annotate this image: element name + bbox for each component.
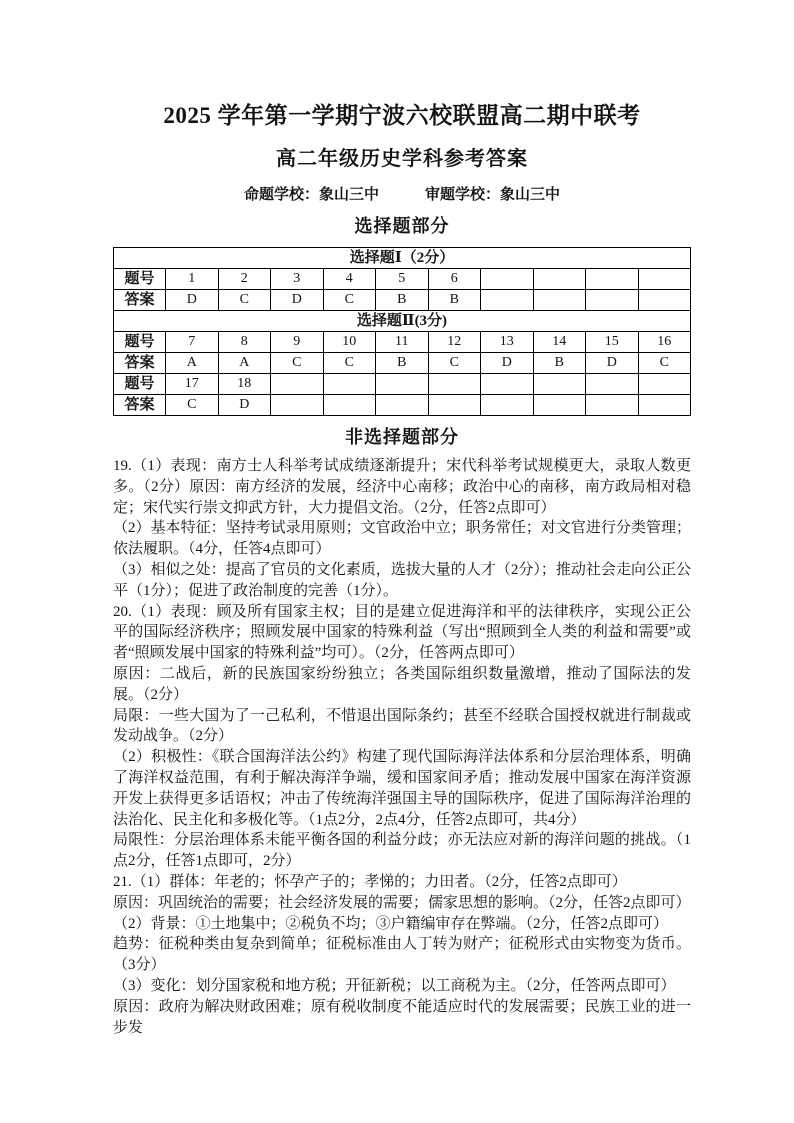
answer-cell [376, 395, 429, 416]
answer-paragraph: （2）积极性：《联合国海洋法公约》构建了现代国际海洋法体系和分层治理体系，明确了海洋权益范围，有利于解决海洋争端，缓和国家间矛盾；推动发展中国家在海洋资源开发上获得更多话语权；冲击了传统海洋强国主导的国际秩序，促进了国际海洋治理的法治化、民主化和多极化等。（1点2分，2点4分，任答2点即可，共4分） [113, 749, 691, 828]
answer-cell: D [481, 353, 534, 374]
answer-paragraph: 趋势：征税种类由复杂到简单；征税标准由人丁转为财产；征税形式由实物变为货币。（3分） [113, 936, 691, 974]
answer-paragraph: 局限：一些大国为了一己私利，不惜退出国际条约；甚至不经联合国授权就进行制裁或发动战争。（2分） [113, 707, 691, 745]
answer-cell: 17 [166, 374, 219, 395]
answer-cell [271, 395, 324, 416]
answer-cell: 16 [638, 332, 691, 353]
answer-cell: B [533, 353, 586, 374]
answer-table-row [114, 374, 691, 395]
page-subtitle: 高二年级历史学科参考答案 [276, 148, 528, 170]
answer-cell [533, 269, 586, 290]
row-label: 题号 [114, 269, 166, 290]
answer-cell: 13 [481, 332, 534, 353]
answer-table-row [114, 353, 691, 374]
answer-cell: D [218, 395, 271, 416]
answer-cell: C [638, 353, 691, 374]
answer-cell: C [428, 353, 481, 374]
answer-cell [638, 374, 691, 395]
answer-table-row [114, 311, 691, 332]
answer-cell: 2 [218, 269, 271, 290]
answer-cell: 3 [271, 269, 324, 290]
answer-cell: A [166, 353, 219, 374]
answer-cell: C [271, 353, 324, 374]
answer-cell [481, 395, 534, 416]
answer-cell: C [323, 353, 376, 374]
answer-cell [481, 269, 534, 290]
answer-cell [323, 374, 376, 395]
answer-cell: 9 [271, 332, 324, 353]
answer-cell [428, 374, 481, 395]
answer-cell: 8 [218, 332, 271, 353]
answer-cell [586, 374, 639, 395]
answer-cell [533, 290, 586, 311]
reviewer-school-label: 审题学校：象山三中 [425, 187, 561, 203]
answer-cell: 15 [586, 332, 639, 353]
row-label: 题号 [114, 374, 166, 395]
answer-cell [323, 395, 376, 416]
answer-table-row [114, 290, 691, 311]
free-response-answers [113, 456, 691, 1038]
row-label: 答案 [114, 290, 166, 311]
answer-cell: D [166, 290, 219, 311]
answer-cell [533, 374, 586, 395]
answer-cell [638, 395, 691, 416]
answer-paragraph: 原因：政府为解决财政困难；原有税收制度不能适应时代的发展需要；民族工业的进一步发 [113, 998, 691, 1036]
answer-table-body [114, 248, 691, 416]
answer-paragraph: 19.（1）表现：南方士人科举考试成绩逐渐提升；宋代科举考试规模更大，录取人数更多。（2分）原因：南方经济的发展，经济中心南移；政治中心的南移，南方政局相对稳定；宋代实行崇文抑武方针，大力提倡文治。（2分，任答2点即可） [113, 458, 691, 516]
table-section-caption: 选择题Ⅱ(3分) [114, 311, 691, 332]
answer-cell: 6 [428, 269, 481, 290]
answer-cell: 14 [533, 332, 586, 353]
answer-cell: B [376, 290, 429, 311]
answer-cell: A [218, 353, 271, 374]
answer-cell [533, 395, 586, 416]
answer-cell: 7 [166, 332, 219, 353]
answer-key-table [113, 247, 691, 416]
answer-cell [586, 269, 639, 290]
answer-paragraph: （3）变化：划分国家税和地方税；开征新税；以工商税为主。（2分，任答两点即可） [113, 977, 676, 994]
answer-cell [271, 374, 324, 395]
answer-cell [376, 374, 429, 395]
answer-cell: B [428, 290, 481, 311]
answer-table-row [114, 269, 691, 290]
answer-cell [481, 290, 534, 311]
non-choice-section-heading: 非选择题部分 [345, 427, 459, 447]
answer-cell: 11 [376, 332, 429, 353]
proposer-school-label: 命题学校：象山三中 [243, 187, 379, 203]
answer-cell: C [218, 290, 271, 311]
page-title: 2025 学年第一学期宁波六校联盟高二期中联考 [163, 103, 641, 128]
row-label: 答案 [114, 353, 166, 374]
answer-cell: 10 [323, 332, 376, 353]
row-label: 题号 [114, 332, 166, 353]
answer-paragraph: 21.（1）群体：年老的；怀孕产子的；孝悌的；力田者。（2分，任答2点即可） [113, 873, 627, 890]
answer-cell: 12 [428, 332, 481, 353]
answer-paragraph: 20.（1）表现：顾及所有国家主权；目的是建立促进海洋和平的法律秩序，实现公正公平的国际经济秩序；照顾发展中国家的特殊利益（写出“照顾到全人类的利益和需要”或者“照顾发展中国家的特殊利益”均可）。（2分，任答两点即可） [113, 603, 691, 662]
answer-cell: 5 [376, 269, 429, 290]
answer-cell [481, 374, 534, 395]
answer-cell: 4 [323, 269, 376, 290]
answer-paragraph: （3）相似之处：提高了官员的文化素质，选拔大量的人才（2分）；推动社会走向公正公平（1分）；促进了政治制度的完善（1分）。 [113, 561, 691, 599]
answer-paragraph: 原因：二战后，新的民族国家纷纷独立；各类国际组织数量激增，推动了国际法的发展。（2分） [113, 665, 691, 703]
answer-cell: D [271, 290, 324, 311]
row-label: 答案 [114, 395, 166, 416]
answer-cell [586, 395, 639, 416]
answer-table-row [114, 395, 691, 416]
answer-cell: B [376, 353, 429, 374]
table-section-caption: 选择题Ⅰ（2分） [114, 248, 691, 269]
answer-paragraph: （2）基本特征：坚持考试录用原则；文官政治中立；职务常任；对文官进行分类管理；依法履职。（4分，任答4点即可） [113, 520, 691, 558]
answer-cell: C [323, 290, 376, 311]
answer-cell: C [166, 395, 219, 416]
answer-cell: D [586, 353, 639, 374]
answer-paragraph: （2）背景：①土地集中；②税负不均；③户籍编审存在弊端。（2分，任答2点即可） [113, 915, 669, 932]
choice-section-heading: 选择题部分 [354, 216, 450, 236]
answer-cell [586, 290, 639, 311]
answer-cell: 18 [218, 374, 271, 395]
answer-table-row [114, 248, 691, 269]
schools-line [113, 186, 691, 205]
answer-cell: 1 [166, 269, 219, 290]
answer-cell [638, 269, 691, 290]
answer-paragraph: 原因：巩固统治的需要；社会经济发展的需要；儒家思想的影响。（2分，任答2点即可） [113, 894, 691, 911]
answer-cell [428, 395, 481, 416]
answer-table-row [114, 332, 691, 353]
answer-cell [638, 290, 691, 311]
answer-paragraph: 局限性：分层治理体系未能平衡各国的利益分歧；亦无法应对新的海洋问题的挑战。（1点2分，任答1点即可，2分） [113, 832, 691, 870]
